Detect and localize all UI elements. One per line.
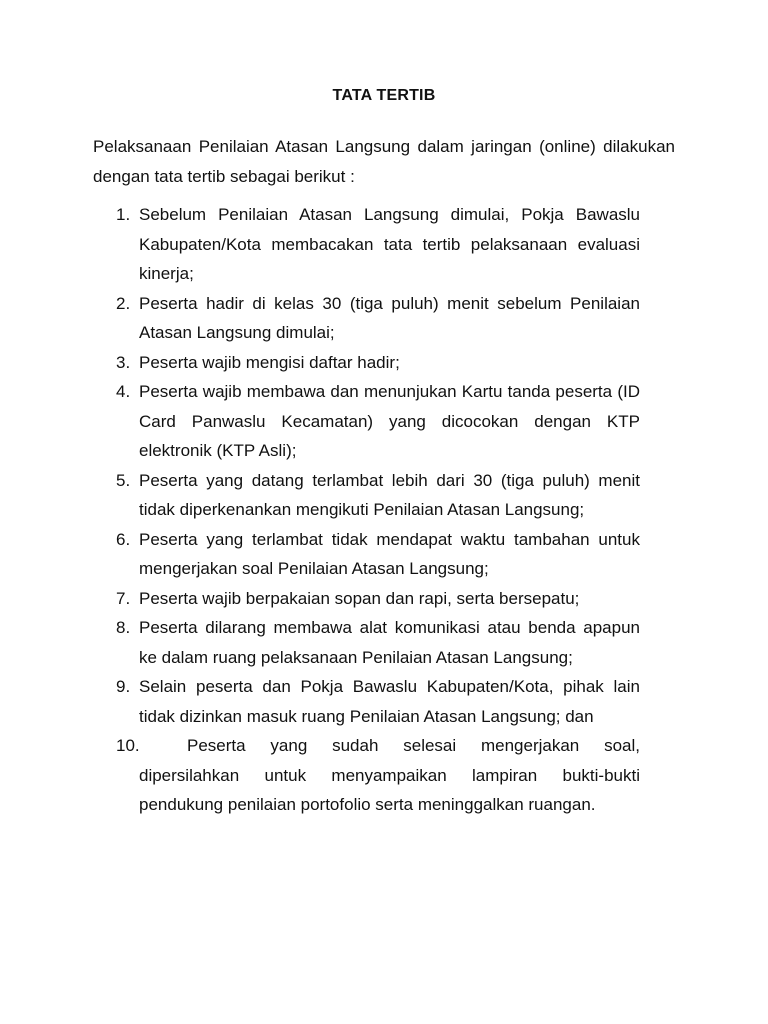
list-item-text: Peserta wajib berpakaian sopan dan rapi, serta bersepatu; <box>139 588 580 608</box>
list-item <box>93 731 640 820</box>
list-item-text: Peserta hadir di kelas 30 (tiga puluh) menit sebelum Penilaian Atasan Langsung dimulai; <box>139 293 640 342</box>
document-title: TATA TERTIB <box>332 87 436 104</box>
rules-list <box>93 200 640 820</box>
list-item-number: 4. <box>116 382 131 401</box>
list-item-text: Peserta yang terlambat tidak mendapat waktu tambahan untuk mengerjakan soal Penilaian Atasan Langsung; <box>139 529 640 578</box>
list-item <box>93 466 640 525</box>
list-item <box>93 289 640 348</box>
list-item-text: Peserta wajib membawa dan menunjukan Kartu tanda peserta (ID Card Panwaslu Kecamatan) yang dicocokan dengan KTP elektronik (KTP Asli); <box>139 382 640 460</box>
list-item-text: Peserta yang datang terlambat lebih dari 30 (tiga puluh) menit tidak diperkenankan mengikuti Penilaian Atasan Langsung; <box>139 470 640 519</box>
list-item-number: 2. <box>116 293 131 313</box>
list-item <box>93 200 640 289</box>
list-item <box>93 377 640 466</box>
list-item-text: Selain peserta dan Pokja Bawaslu Kabupaten/Kota, pihak lain tidak dizinkan masuk ruang Penilaian Atasan Langsung; dan <box>139 677 640 726</box>
list-item-text: Sebelum Penilaian Atasan Langsung dimulai, Pokja Bawaslu Kabupaten/Kota membacakan tata tertib pelaksanaan evaluasi kinerja; <box>139 205 640 283</box>
list-item-number: 3. <box>116 352 131 372</box>
list-item-number: 5. <box>116 470 131 490</box>
list-item <box>93 348 640 378</box>
list-item-number: 8. <box>116 618 131 637</box>
list-item-text: Peserta wajib mengisi daftar hadir; <box>139 352 400 372</box>
intro-paragraph: Pelaksanaan Penilaian Atasan Langsung dalam jaringan (online) dilakukan dengan tata tertib sebagai berikut : <box>93 137 675 186</box>
list-item <box>93 613 640 672</box>
list-item-number: 1. <box>116 205 131 224</box>
list-item <box>93 672 640 731</box>
list-item-number: 6. <box>116 529 131 549</box>
list-item-text: Peserta yang sudah selesai mengerjakan soal, dipersilahkan untuk menyampaikan lampiran bukti-bukti pendukung penilaian portofolio serta meninggalkan ruangan. <box>139 736 640 814</box>
list-item <box>93 525 640 584</box>
list-item <box>93 584 640 614</box>
list-item-number: 7. <box>116 588 131 608</box>
list-item-number: 9. <box>116 677 131 696</box>
list-item-number: 10. <box>116 736 140 755</box>
list-item-text: Peserta dilarang membawa alat komunikasi atau benda apapun ke dalam ruang pelaksanaan Penilaian Atasan Langsung; <box>139 618 640 667</box>
